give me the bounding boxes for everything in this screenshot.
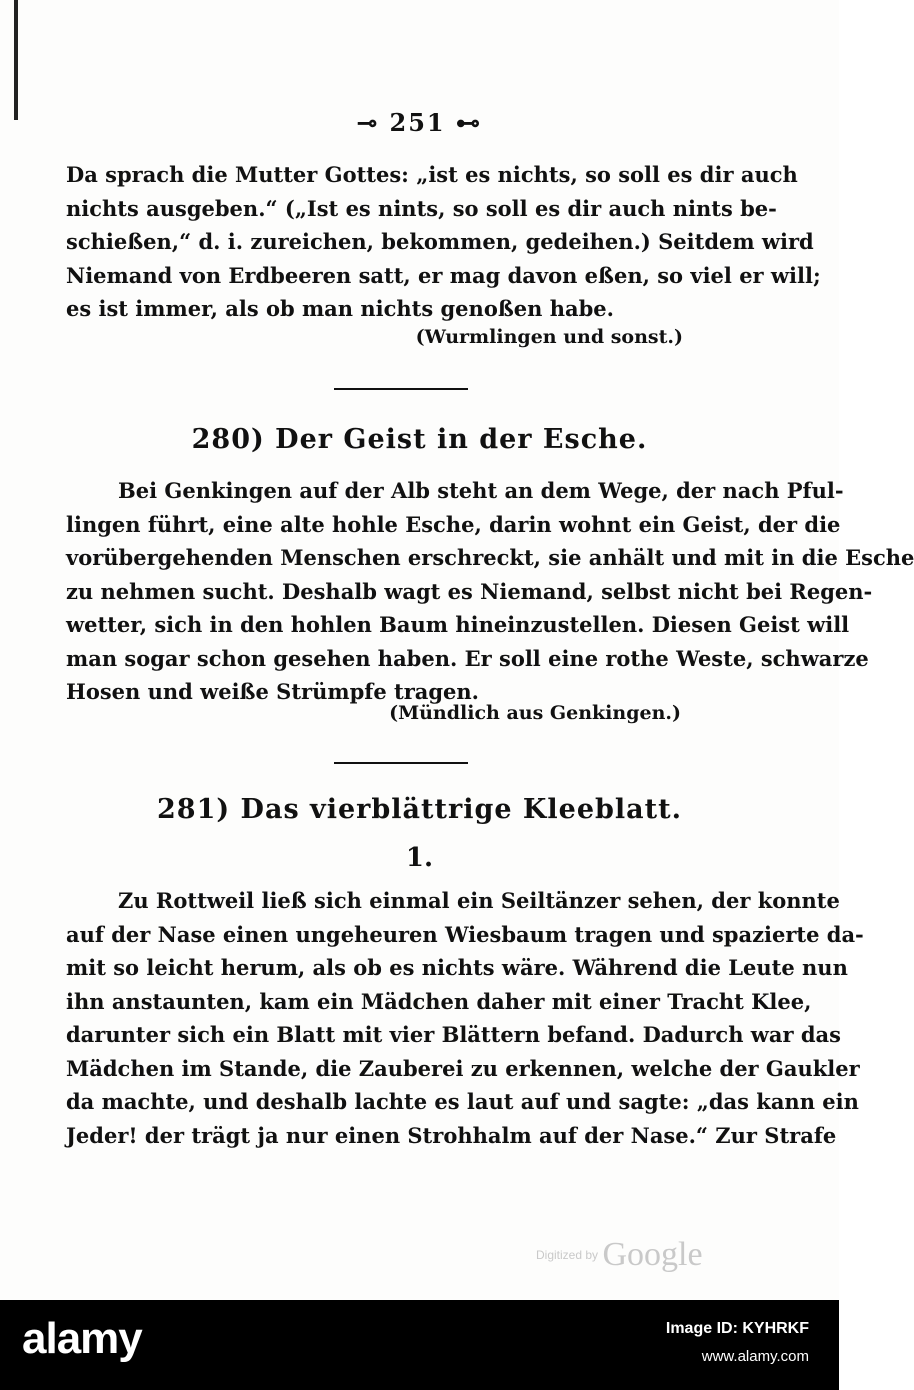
alamy-footer	[0, 1300, 839, 1390]
text-line: auf der Nase einen ungeheuren Wiesbaum tragen und spazierte da-	[66, 921, 864, 947]
text-line: schießen,“ d. i. zureichen, bekommen, gedeihen.) Seitdem wird	[66, 229, 814, 254]
text-line: nichts ausgeben.“ („Ist es nints, so soll es dir auch nints be-	[66, 195, 777, 221]
text-line: wetter, sich in den hohlen Baum hineinzustellen. Diesen Geist will	[66, 612, 850, 637]
google-logo: Google	[602, 1236, 703, 1273]
text-line: zu nehmen sucht. Deshalb wagt es Niemand, selbst nicht bei Regen-	[66, 578, 873, 604]
section-divider	[334, 762, 468, 764]
section-280-paragraph	[66, 474, 914, 709]
text-line: lingen führt, eine alte hohle Esche, darin wohnt ein Geist, der die	[66, 511, 841, 537]
page-edge-shadow	[14, 0, 18, 120]
text-line: Jeder! der trägt ja nur einen Strohhalm auf der Nase.“ Zur Strafe	[66, 1122, 837, 1148]
text-line: mit so leicht herum, als ob es nichts wäre. Während die Leute nun	[66, 955, 848, 980]
intro-paragraph	[66, 158, 821, 326]
text-line: Da sprach die Mutter Gottes: „ist es nichts, so soll es dir auch	[66, 162, 798, 187]
text-line: Bei Genkingen auf der Alb steht an dem Wege, der nach Pful-	[118, 478, 844, 503]
text-line: ihn anstaunten, kam ein Mädchen daher mit einer Tracht Klee,	[66, 988, 812, 1014]
alamy-url[interactable]: www.alamy.com	[701, 1348, 809, 1365]
section-281-title: 281) Das vierblättrige Kleeblatt.	[157, 794, 682, 825]
intro-source: (Wurmlingen und sonst.)	[415, 326, 683, 348]
section-280-source: (Mündlich aus Genkingen.)	[389, 702, 681, 724]
google-watermark	[536, 1236, 703, 1274]
section-281-paragraph	[66, 884, 864, 1152]
text-line: man sogar schon gesehen haben. Er soll eine rothe Weste, schwarze	[66, 645, 869, 671]
section-280-title: 280) Der Geist in der Esche.	[191, 424, 648, 455]
page-number: ⊸ 251 ⊷	[357, 108, 482, 137]
section-divider	[334, 388, 468, 390]
text-line: da machte, und deshalb lachte es laut auf und sagte: „das kann ein	[66, 1089, 859, 1114]
text-line: Zu Rottweil ließ sich einmal ein Seiltänzer sehen, der konnte	[118, 888, 840, 913]
text-line: Niemand von Erdbeeren satt, er mag davon eßen, so viel er will;	[66, 262, 821, 288]
section-281-subtitle: 1.	[405, 843, 434, 873]
image-id: Image ID: KYHRKF	[665, 1320, 809, 1337]
alamy-logo: alamy	[22, 1314, 142, 1363]
text-line: Hosen und weiße Strümpfe tragen.	[66, 679, 479, 704]
text-line: vorübergehenden Menschen erschreckt, sie anhält und mit in die Esche	[66, 545, 914, 570]
text-line: es ist immer, als ob man nichts genoßen habe.	[66, 296, 614, 321]
text-line: Mädchen im Stande, die Zauberei zu erkennen, welche der Gaukler	[66, 1055, 860, 1081]
text-line: darunter sich ein Blatt mit vier Blättern befand. Dadurch war das	[66, 1022, 841, 1047]
digitized-by-label: Digitized by	[536, 1248, 599, 1262]
